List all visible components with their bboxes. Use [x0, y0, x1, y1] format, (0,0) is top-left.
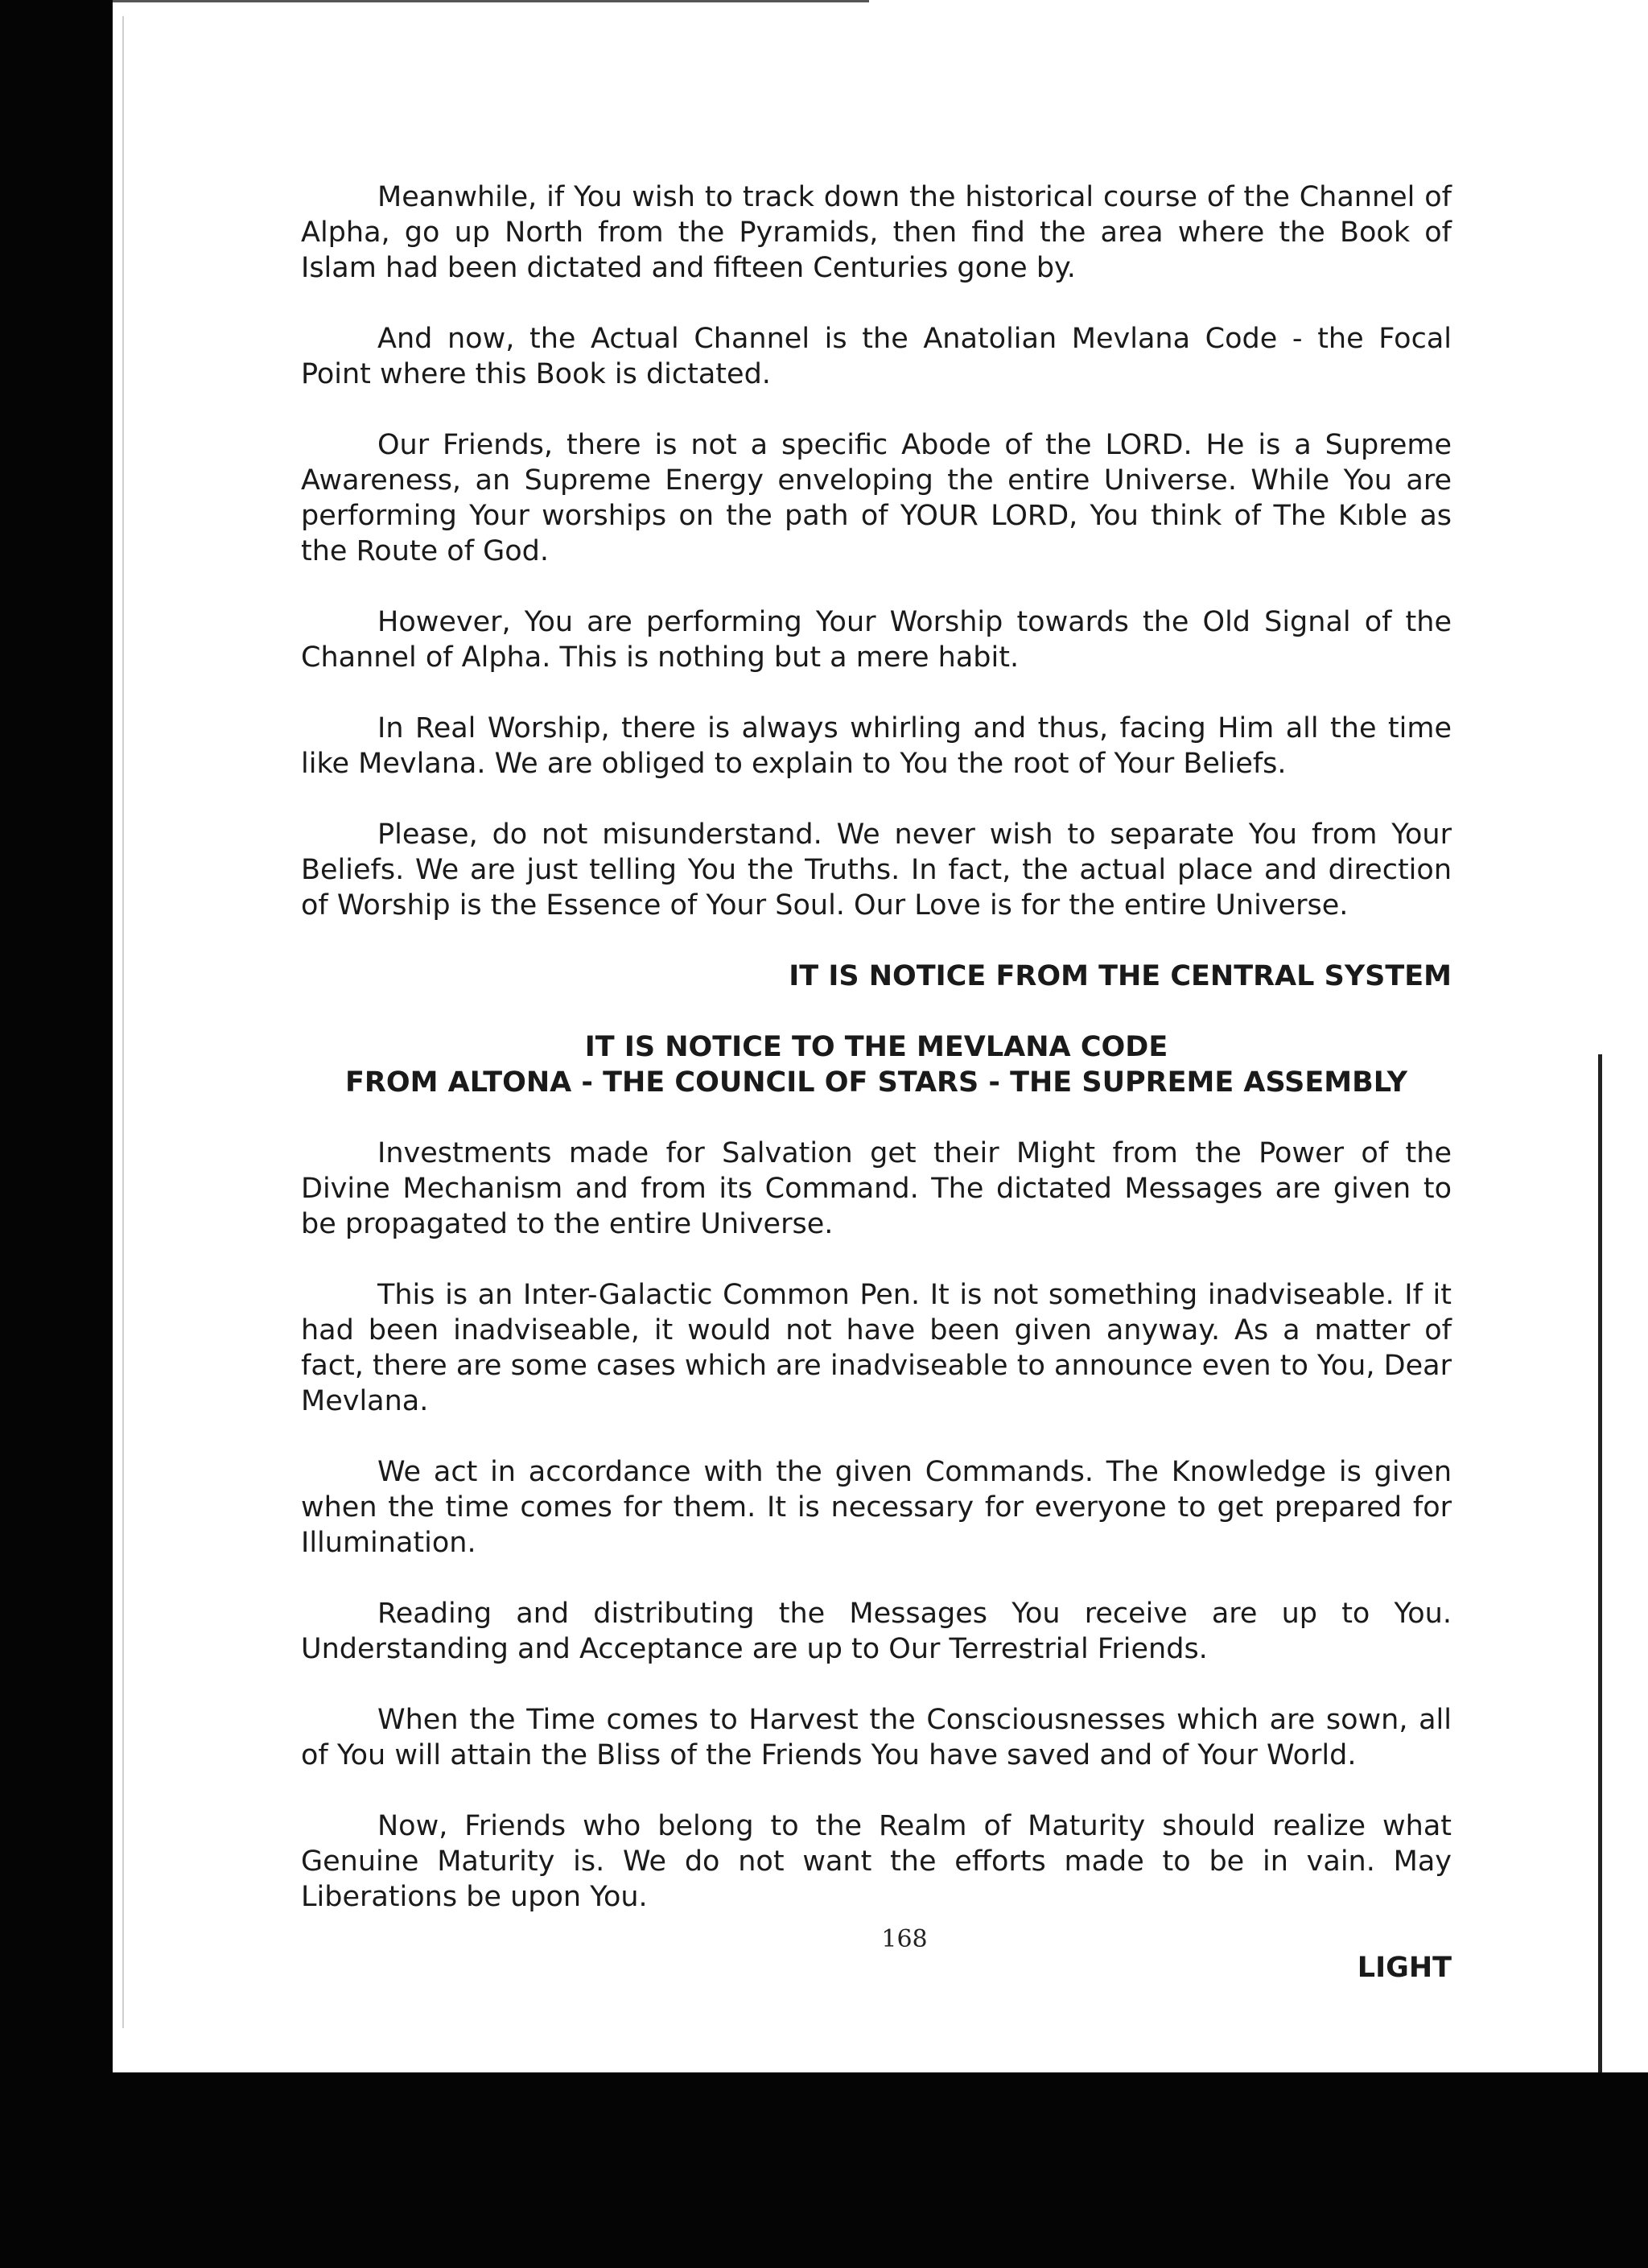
- body-paragraph: We act in accordance with the given Commands. The Knowledge is given when the time comes for them. It is necessary for everyone to get prepared for Illumination.: [301, 1456, 1452, 1559]
- body-paragraph: This is an Inter-Galactic Common Pen. It is not something inadviseable. If it had been inadviseable, it would not have been given anyway. As a matter of fact, there are some cases which are inadviseable to announce even to You, Dear Mevlana.: [301, 1279, 1452, 1417]
- notice-heading-line-1: IT IS NOTICE TO THE MEVLANA CODE: [584, 1031, 1168, 1063]
- scan-edge-top: [113, 0, 869, 2]
- scan-edge-right: [1598, 1054, 1602, 2072]
- body-paragraph: Investments made for Salvation get their Might from the Power of the Divine Mechanism and from its Command. The dictated Messages are given to be propagated to the entire Universe.: [301, 1137, 1452, 1240]
- body-paragraph: When the Time comes to Harvest the Consciousnesses which are sown, all of You will attain the Bliss of the Friends You have saved and of Your World.: [301, 1704, 1452, 1771]
- scan-border-bottom: [0, 2072, 1648, 2268]
- scan-margin-line: [122, 16, 124, 2028]
- document-page: [301, 179, 1452, 1986]
- body-paragraph: Now, Friends who belong to the Realm of Maturity should realize what Genuine Maturity is. We do not want the efforts made to be in vain. May Liberations be upon You.: [301, 1810, 1452, 1913]
- notice-central-system: IT IS NOTICE FROM THE CENTRAL SYSTEM: [789, 960, 1452, 992]
- notice-heading: [301, 1029, 1452, 1100]
- signature: LIGHT: [1357, 1952, 1452, 1984]
- body-paragraph: Meanwhile, if You wish to track down the historical course of the Channel of Alpha, go up North from the Pyramids, then find the area where the Book of Islam had been dictated and fifteen Centuries gone by.: [301, 181, 1452, 284]
- body-paragraph: In Real Worship, there is always whirling and thus, facing Him all the time like Mevlana. We are obliged to explain to You the root of Your Beliefs.: [301, 712, 1452, 780]
- body-paragraph: However, You are performing Your Worship towards the Old Signal of the Channel of Alpha. This is nothing but a mere habit.: [301, 606, 1452, 674]
- body-paragraph: Reading and distributing the Messages You receive are up to You. Understanding and Acceptance are up to Our Terrestrial Friends.: [301, 1598, 1452, 1665]
- page-number: 168: [881, 1925, 928, 1953]
- notice-heading-line-2: FROM ALTONA - THE COUNCIL OF STARS - THE SUPREME ASSEMBLY: [345, 1066, 1407, 1099]
- body-paragraph: And now, the Actual Channel is the Anatolian Mevlana Code - the Focal Point where this Book is dictated.: [301, 323, 1452, 390]
- body-paragraph: Please, do not misunderstand. We never wish to separate You from Your Beliefs. We are just telling You the Truths. In fact, the actual place and direction of Worship is the Essence of Your Soul. Our Love is for the entire Universe.: [301, 819, 1452, 922]
- body-paragraph: Our Friends, there is not a specific Abode of the LORD. He is a Supreme Awareness, an Supreme Energy enveloping the entire Universe. While You are performing Your worships on the path of YOUR LORD, You think of The Kıble as the Route of God.: [301, 429, 1452, 567]
